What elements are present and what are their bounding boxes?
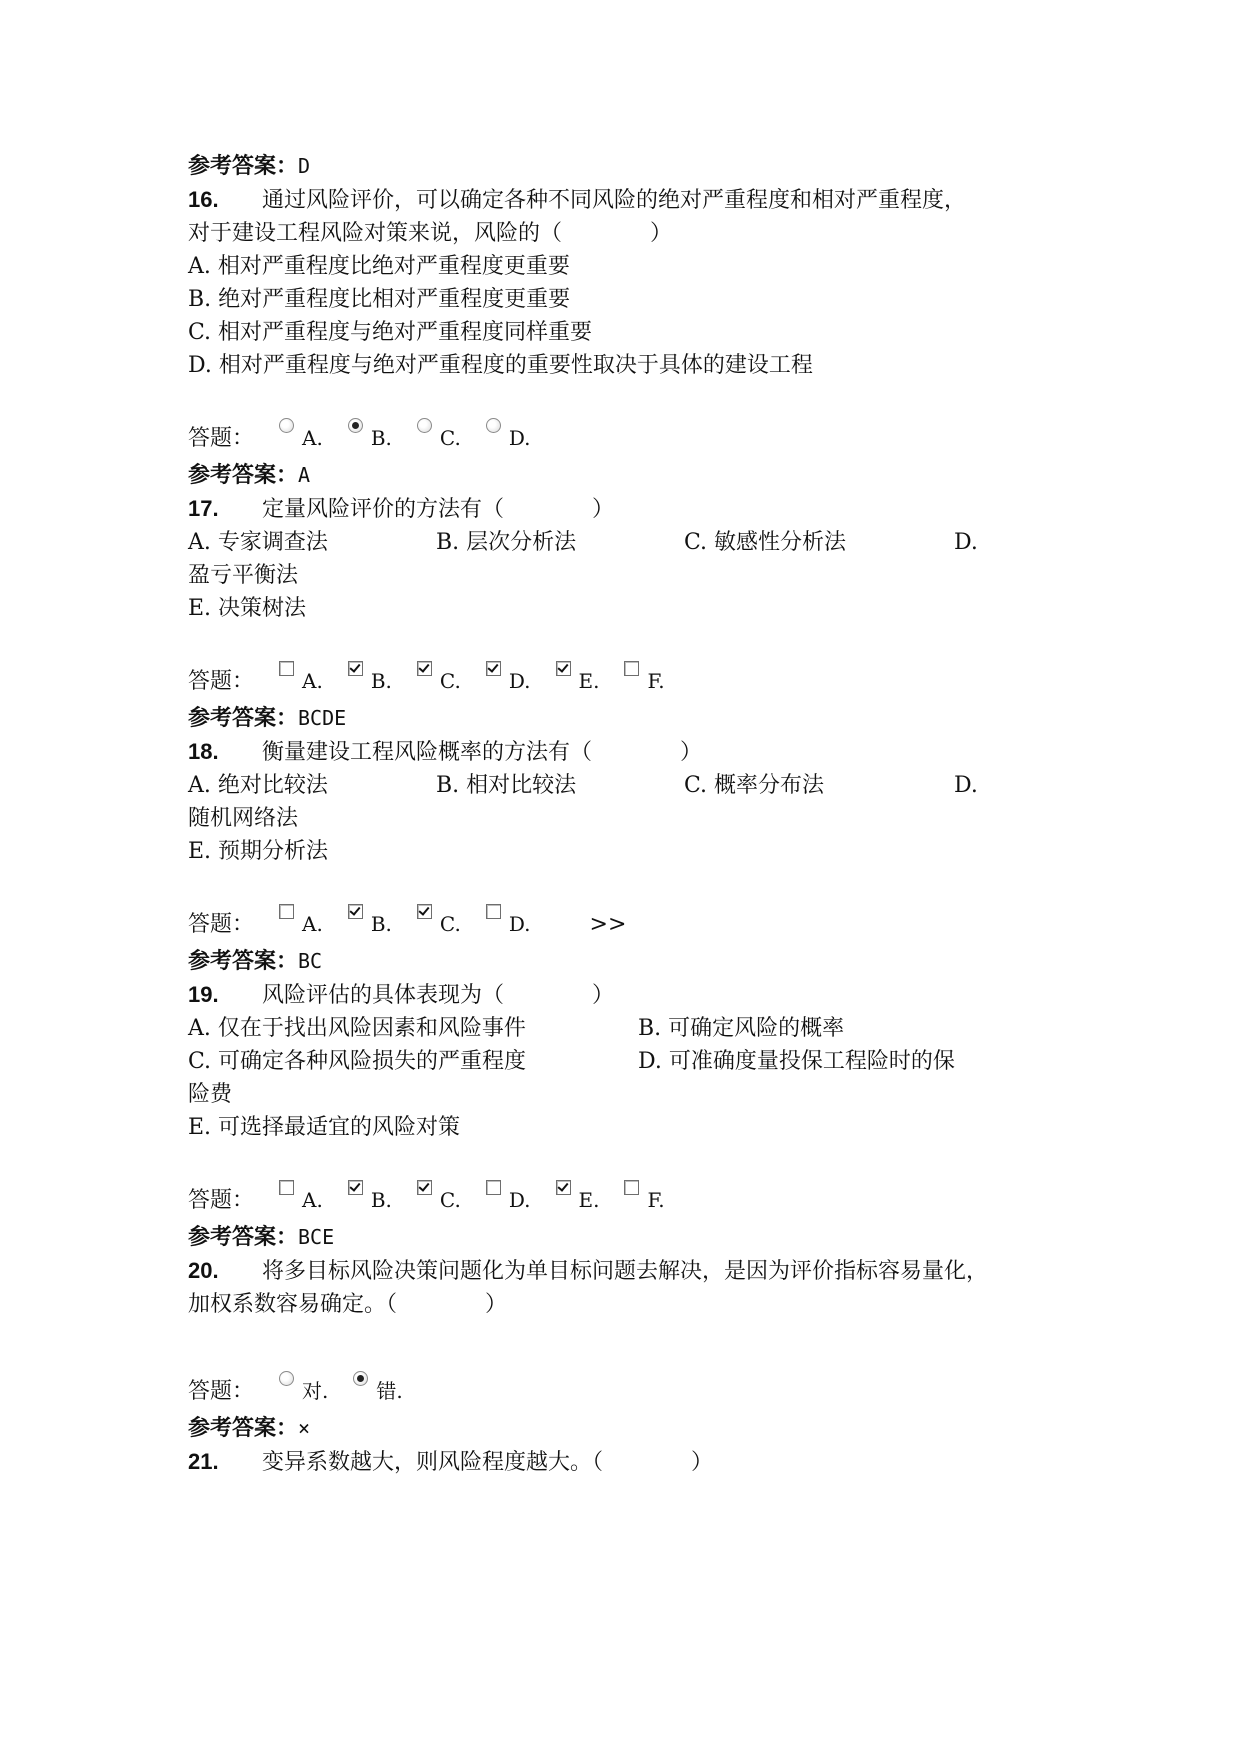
- question-17-answer-row: [188, 661, 1068, 702]
- checkbox-e[interactable]: [556, 1180, 571, 1195]
- reference-answer-value: BC: [298, 949, 323, 973]
- checkbox-d-label: D.: [508, 912, 531, 936]
- question-number: 21.: [188, 1449, 219, 1474]
- question-20-reference-answer: [188, 1412, 1068, 1445]
- option-d: D.: [954, 530, 978, 555]
- question-18-answer-row: [188, 904, 1068, 945]
- checkbox-c-label: C.: [439, 669, 461, 693]
- checkbox-d[interactable]: [486, 661, 501, 676]
- reference-answer-value: D: [298, 154, 311, 178]
- answer-label: 答题：: [188, 912, 255, 937]
- answer-label: 答题：: [188, 669, 255, 694]
- question-16-option-d: D. 相对严重程度与绝对严重程度的重要性取决于具体的建设工程: [188, 353, 813, 378]
- question-text: 通过风险评价，可以确定各种不同风险的绝对严重程度和相对严重程度，: [262, 188, 967, 213]
- option-a: A. 绝对比较法: [188, 773, 328, 798]
- radio-c[interactable]: [417, 418, 432, 433]
- option-e: E. 可选择最适宜的风险对策: [188, 1115, 461, 1140]
- checkbox-c-label: C.: [439, 1188, 461, 1212]
- checkbox-a[interactable]: [279, 904, 294, 919]
- question-19-reference-answer: [188, 1221, 1068, 1254]
- checkbox-b-label: B.: [370, 912, 392, 936]
- option-e: E. 决策树法: [188, 596, 307, 621]
- option-a: A. 专家调查法: [188, 530, 328, 555]
- question-20-answer-row: [188, 1371, 1068, 1412]
- radio-false-label: 错.: [376, 1379, 403, 1403]
- checkbox-b-label: B.: [370, 1188, 392, 1212]
- question-18-stem: [188, 735, 1068, 769]
- checkbox-c[interactable]: [417, 1180, 432, 1195]
- checkbox-f-label: F.: [647, 1188, 665, 1212]
- question-17-reference-answer: [188, 702, 1068, 735]
- radio-d[interactable]: [486, 418, 501, 433]
- question-19-options-row-1: [188, 1012, 1068, 1045]
- checkbox-a[interactable]: [279, 1180, 294, 1195]
- question-18-reference-answer: [188, 945, 1068, 978]
- question-number: 17.: [188, 496, 219, 521]
- radio-true-label: 对.: [302, 1379, 329, 1403]
- next-page-link[interactable]: >>: [589, 912, 627, 937]
- question-17-stem: [188, 492, 1068, 526]
- checkbox-b[interactable]: [348, 904, 363, 919]
- question-number: 18.: [188, 739, 219, 764]
- option-c: C. 可确定各种风险损失的严重程度: [188, 1049, 527, 1074]
- reference-answer-value: BCDE: [298, 706, 347, 730]
- checkbox-e-label: E.: [578, 669, 600, 693]
- checkbox-a[interactable]: [279, 661, 294, 676]
- question-number: 19.: [188, 982, 219, 1007]
- question-text: 变异系数越大，则风险程度越大。（ ）: [262, 1450, 714, 1475]
- checkbox-e-label: E.: [578, 1188, 600, 1212]
- checkbox-d[interactable]: [486, 904, 501, 919]
- radio-b[interactable]: [348, 418, 363, 433]
- checkbox-f[interactable]: [624, 1180, 639, 1195]
- checkbox-d-label: D.: [508, 669, 531, 693]
- option-a: A. 仅在于找出风险因素和风险事件: [188, 1016, 526, 1041]
- option-e: E. 预期分析法: [188, 839, 329, 864]
- question-20-stem-cont: 加权系数容易确定。（ ）: [188, 1292, 508, 1317]
- radio-c-label: C.: [439, 426, 461, 450]
- answer-label: 答题：: [188, 1379, 255, 1404]
- question-19-options-row-2: [188, 1045, 1068, 1078]
- option-b: B. 可确定风险的概率: [638, 1016, 845, 1041]
- checkbox-c[interactable]: [417, 661, 432, 676]
- question-19-answer-row: [188, 1180, 1068, 1221]
- reference-answer-label: 参考答案：: [188, 706, 299, 731]
- answer-label: 答题：: [188, 1188, 255, 1213]
- question-16-option-a: A. 相对严重程度比绝对严重程度更重要: [188, 254, 570, 279]
- question-text: 衡量建设工程风险概率的方法有（ ）: [262, 740, 703, 765]
- option-b: B. 层次分析法: [436, 530, 577, 555]
- question-19-stem: [188, 978, 1068, 1012]
- option-d-continued: 险费: [188, 1082, 233, 1107]
- checkbox-c[interactable]: [417, 904, 432, 919]
- question-number: 16.: [188, 187, 219, 212]
- radio-a-label: A.: [302, 426, 323, 450]
- option-c: C. 敏感性分析法: [684, 530, 847, 555]
- option-d: D. 可准确度量投保工程险时的保: [638, 1049, 955, 1074]
- checkbox-f-label: F.: [647, 669, 665, 693]
- question-18-options-row: [188, 769, 1068, 802]
- question-16-reference-answer: [188, 459, 1068, 492]
- option-d-continued: 随机网络法: [188, 806, 299, 831]
- checkbox-b-label: B.: [370, 669, 392, 693]
- checkbox-d-label: D.: [508, 1188, 531, 1212]
- checkbox-a-label: A.: [302, 669, 323, 693]
- question-text: 风险评估的具体表现为（ ）: [262, 983, 615, 1008]
- reference-answer-label: 参考答案：: [188, 1225, 299, 1250]
- checkbox-a-label: A.: [302, 1188, 323, 1212]
- question-20-stem: [188, 1254, 1068, 1288]
- question-text: 将多目标风险决策问题化为单目标问题去解决，是因为评价指标容易量化，: [262, 1259, 989, 1284]
- option-c: C. 概率分布法: [684, 773, 825, 798]
- checkbox-b[interactable]: [348, 661, 363, 676]
- question-16-stem: [188, 183, 1068, 217]
- reference-answer: [188, 150, 1068, 183]
- option-b: B. 相对比较法: [436, 773, 577, 798]
- question-16-stem-cont: 对于建设工程风险对策来说，风险的（ ）: [188, 221, 673, 246]
- checkbox-d[interactable]: [486, 1180, 501, 1195]
- radio-true[interactable]: [279, 1371, 294, 1386]
- checkbox-b[interactable]: [348, 1180, 363, 1195]
- checkbox-a-label: A.: [302, 912, 323, 936]
- option-d-continued: 盈亏平衡法: [188, 563, 299, 588]
- question-16-option-c: C. 相对严重程度与绝对严重程度同样重要: [188, 320, 593, 345]
- question-21-stem: [188, 1445, 1068, 1479]
- reference-answer-value: A: [298, 463, 311, 487]
- checkbox-f[interactable]: [624, 661, 639, 676]
- question-16-answer-row: [188, 418, 1068, 459]
- reference-answer-label: 参考答案：: [188, 949, 299, 974]
- radio-false[interactable]: [353, 1371, 368, 1386]
- question-17-options-row: [188, 526, 1068, 559]
- radio-a[interactable]: [279, 418, 294, 433]
- question-16-option-b: B. 绝对严重程度比相对严重程度更重要: [188, 287, 571, 312]
- reference-answer-label: 参考答案：: [188, 154, 299, 179]
- checkbox-e[interactable]: [556, 661, 571, 676]
- answer-label: 答题：: [188, 426, 255, 451]
- checkbox-c-label: C.: [439, 912, 461, 936]
- question-text: 定量风险评价的方法有（ ）: [262, 497, 615, 522]
- reference-answer-label: 参考答案：: [188, 463, 299, 488]
- radio-d-label: D.: [508, 426, 531, 450]
- reference-answer-value: BCE: [298, 1225, 335, 1249]
- radio-b-label: B.: [370, 426, 392, 450]
- reference-answer-label: 参考答案：: [188, 1416, 299, 1441]
- question-number: 20.: [188, 1258, 219, 1283]
- option-d: D.: [954, 773, 978, 798]
- reference-answer-value: ×: [298, 1416, 311, 1440]
- document-page: [188, 150, 1068, 1479]
